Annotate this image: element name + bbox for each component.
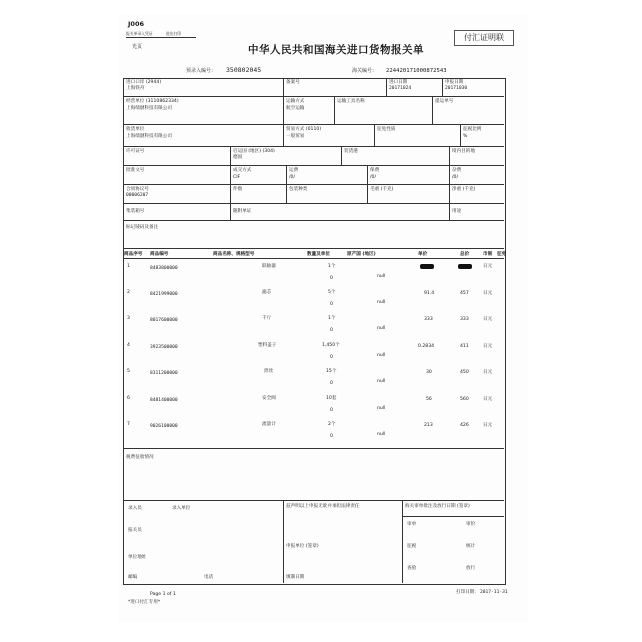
row-name: 千斤	[262, 316, 272, 321]
row-qty2: 0	[330, 355, 333, 360]
entry-clerk-label: 录入员	[128, 506, 142, 511]
row-name: 塑料盖子	[258, 343, 277, 348]
record-no-label: 备案号	[286, 80, 300, 85]
row-qty: 1,450个	[322, 343, 340, 348]
declare-date-value: 20171030	[445, 86, 468, 91]
review-label: 审单	[407, 522, 417, 527]
col-unit-price: 单价	[418, 252, 428, 257]
row-qty2: 0	[330, 408, 333, 413]
transport-mode-value: 航空运输	[286, 106, 305, 111]
row-qty: 5个	[328, 290, 336, 295]
row-origin: null	[377, 406, 386, 411]
row-hs: 8017600000	[150, 318, 178, 323]
row-name: 焊丝	[264, 369, 274, 374]
row-seq: 4	[127, 343, 130, 348]
row-currency: 日元	[483, 397, 493, 402]
declare-date-label: 申报日期	[445, 80, 464, 85]
row-unit-price: 0.2834	[418, 344, 435, 349]
customs-no-label: 海关编号：	[352, 68, 378, 74]
declaration-text: 兹声明以上申报无讹并承担法律责任	[286, 504, 360, 509]
import-date-value: 20171024	[389, 86, 412, 91]
col-total: 总价	[460, 252, 470, 257]
transport-mode-label: 运输方式	[286, 99, 305, 104]
col-levy: 征免	[497, 252, 507, 257]
deal-mode-value: CIF	[233, 175, 241, 180]
license-label: 许可证号	[126, 149, 145, 154]
row-seq: 1	[127, 264, 130, 269]
row-currency: 日元	[483, 344, 493, 349]
insurance-value: /0/	[370, 175, 377, 180]
row-total: 333	[460, 317, 469, 322]
row-qty2: 0	[330, 302, 333, 307]
approval-label: 批准文号	[126, 168, 145, 173]
release-label: 放行	[466, 566, 476, 571]
row-hs: 8421999000	[150, 292, 178, 297]
row-qty: 10套	[326, 396, 337, 401]
row-qty2: 0	[330, 381, 333, 386]
row-qty: 15个	[326, 369, 337, 374]
payment-proof-stamp: 付汇证明联	[454, 30, 514, 46]
transport-name-label: 运输工具名称	[337, 99, 365, 104]
row-seq: 6	[127, 396, 130, 401]
row-name: 滤芯	[262, 290, 272, 295]
pieces-label: 件数	[233, 187, 243, 192]
page-title: 中华人民共和国海关进口货物报关单	[248, 44, 424, 56]
row-origin: null	[377, 326, 386, 331]
row-origin: null	[377, 353, 386, 358]
row-origin: null	[377, 432, 386, 437]
levy-ratio-label: 征税比例	[463, 127, 482, 132]
redacted-unit-price	[420, 264, 434, 269]
row-unit-price: 213	[424, 423, 433, 428]
row-currency: 日元	[483, 423, 493, 428]
trade-mode-label: 贸易方式 (0110)	[286, 127, 322, 132]
import-port-label: 进口口岸 (2944)	[126, 80, 162, 85]
print-time-value: 2017-11-31	[480, 590, 508, 595]
contract-value: 00006207	[126, 193, 149, 198]
import-date-label: 进口日期	[389, 80, 408, 85]
col-seq: 商品序号	[124, 252, 143, 257]
row-currency: 日元	[483, 264, 493, 269]
pre-entry-no: 350802045	[226, 66, 262, 74]
row-seq: 5	[127, 369, 130, 374]
net-weight-label: 净重 (千克)	[452, 187, 476, 192]
row-hs: 9026100000	[150, 424, 178, 429]
col-qty: 数量及单位	[307, 252, 330, 257]
trade-mode-value: 一般贸易	[286, 134, 305, 139]
row-seq: 2	[127, 290, 130, 295]
entry-unit-label: 录入单位	[172, 506, 191, 511]
customs-remarks-label: 海关审单批注及放行日期 (签章)	[405, 504, 470, 509]
row-total: 411	[460, 344, 469, 349]
bill-no-label: 提运单号	[435, 99, 454, 104]
audit-label: 审价	[466, 522, 476, 527]
row-total: 426	[460, 423, 469, 428]
row-name: 流量计	[262, 422, 276, 427]
levy-label: 征税	[407, 544, 417, 549]
pre-entry-label: 预录入编号：	[186, 68, 217, 74]
row-unit-price: 30	[426, 370, 432, 375]
row-origin: null	[377, 379, 386, 384]
deal-mode-label: 成交方式	[233, 168, 252, 173]
col-currency: 币制	[483, 252, 493, 257]
consignee-value: 上海绩渤科技有限公司	[126, 134, 172, 139]
col-name: 商品名称、规格型号	[213, 252, 255, 257]
usage-label: 用途	[452, 209, 462, 214]
row-qty: 1个	[328, 264, 336, 269]
destination-label: 境内目的地	[452, 149, 475, 154]
row-hs: 8311200000	[150, 371, 178, 376]
col-origin: 原产国 (地区)	[347, 252, 376, 257]
levy-nature-label: 征免性质	[377, 127, 396, 132]
gross-weight-label: 毛重 (千克)	[370, 187, 394, 192]
row-unit-price: 333	[424, 317, 433, 322]
note-text: *进口付汇专用*	[128, 600, 161, 605]
origin-country-value: 德国	[233, 155, 243, 160]
row-origin: null	[377, 274, 386, 279]
origin-country-label: 启运国 (地区) (304)	[233, 149, 275, 154]
redacted-total	[458, 264, 472, 269]
postcode-label: 邮编	[128, 575, 138, 580]
import-port-value: 上海铁舟	[126, 86, 145, 91]
freight-value: /0/	[289, 175, 296, 180]
marks-label: 标记唛码及备注	[126, 225, 159, 230]
freight-label: 运费	[289, 168, 299, 173]
print-time-label: 打印日期：	[456, 590, 479, 595]
row-qty: 1个	[328, 316, 336, 321]
row-unit-price: 91.4	[424, 291, 435, 296]
misc-value: /0/	[452, 175, 459, 180]
row-total: 457	[460, 291, 469, 296]
docs-label: 随附单证	[233, 209, 252, 214]
col-hs: 商品编号	[150, 252, 169, 257]
levy-ratio-value: %	[463, 134, 468, 139]
doc-code: J006	[128, 20, 144, 28]
row-qty2: 0	[330, 434, 333, 439]
fill-date-label: 填制日期	[286, 575, 305, 580]
row-unit-price: 56	[426, 397, 432, 402]
row-currency: 日元	[483, 370, 493, 375]
row-hs: 8483800000	[150, 266, 178, 271]
row-total: 560	[460, 397, 469, 402]
row-seq: 7	[127, 422, 130, 427]
declare-unit-label: 申报单位 (签章)	[286, 544, 319, 549]
phone-label: 电话	[204, 575, 214, 580]
customs-no: 224420171000872543	[386, 68, 447, 74]
misc-label: 杂费	[452, 168, 462, 173]
row-qty: 2个	[328, 422, 336, 427]
page-indicator: Page 1 of 1	[150, 592, 176, 597]
row-currency: 日元	[483, 291, 493, 296]
declarer-label: 报关员	[128, 528, 142, 533]
row-hs: 8481400000	[150, 398, 178, 403]
row-name: 联轴器	[262, 264, 276, 269]
container-label: 集装箱号	[126, 209, 145, 214]
row-currency: 日元	[483, 317, 493, 322]
row-total: 450	[460, 370, 469, 375]
consignee-label: 收货单位	[126, 127, 145, 132]
row-origin: null	[377, 300, 386, 305]
row-hs: 3923500000	[150, 345, 178, 350]
port-loading-label: 装货港	[344, 149, 358, 154]
entry-receipt-label: 报关单录入凭证	[126, 31, 153, 36]
tax-label: 税费征收情况	[126, 455, 154, 460]
row-seq: 3	[127, 316, 130, 321]
print-label: 进出打印	[166, 31, 182, 36]
operator-value: 上海绩渤科技有限公司	[126, 106, 172, 111]
stats-label: 统计	[466, 544, 476, 549]
operator-label: 经营单位 (3110862334)	[126, 99, 179, 104]
copy-label: 光页	[132, 44, 143, 50]
row-qty2: 0	[330, 276, 333, 281]
contract-label: 合同协议号	[126, 187, 149, 192]
package-label: 包装种类	[289, 187, 308, 192]
insurance-label: 保费	[370, 168, 380, 173]
inspect-label: 查验	[407, 566, 417, 571]
row-name: 安全阀	[262, 396, 276, 401]
unit-address-label: 单位地址	[128, 555, 147, 560]
row-qty2: 0	[330, 328, 333, 333]
